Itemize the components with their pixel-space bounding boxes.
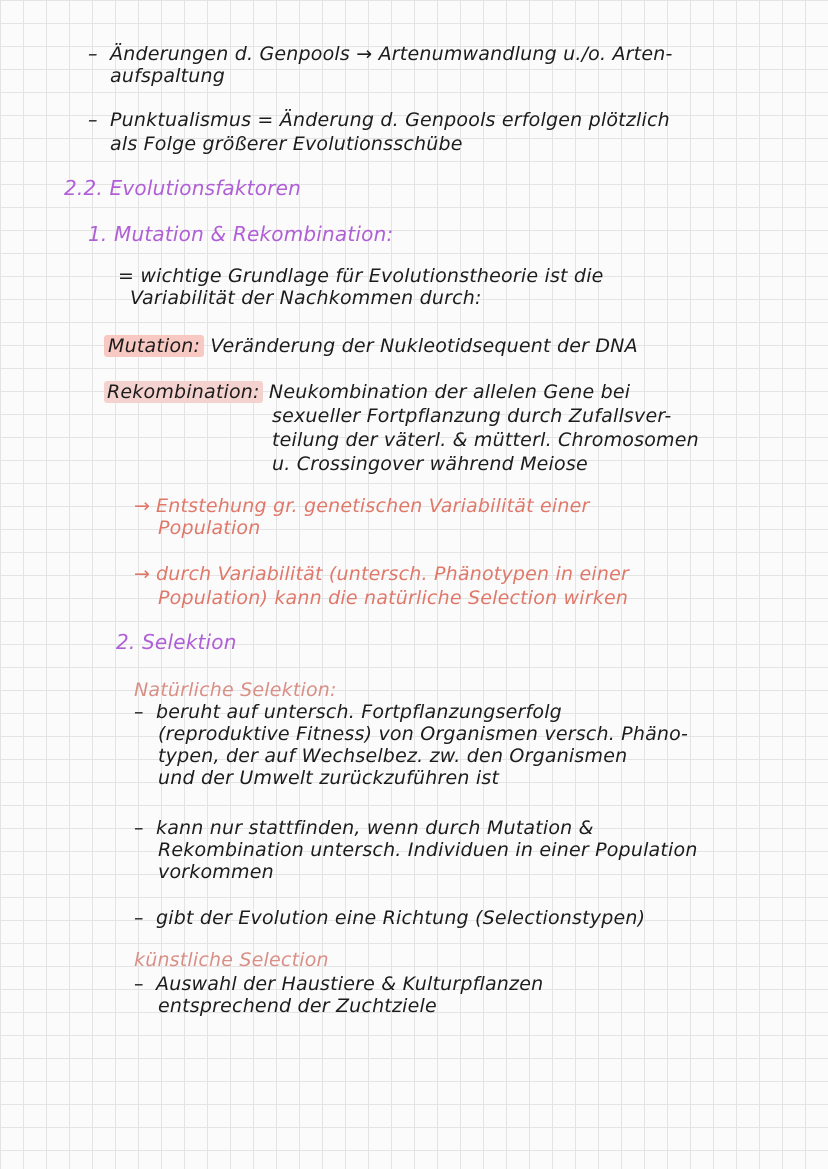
nat-bullet-1-line-3: typen, der auf Wechselbez. zw. den Organismen	[158, 745, 628, 767]
nat-bullet-2: – kann nur stattfinden, wenn durch Mutation &	[134, 817, 594, 839]
dash-icon: –	[134, 907, 144, 929]
subheading-selektion: 2. Selektion	[116, 630, 237, 654]
nat-bullet-2-line-2: Rekombination untersch. Individuen in einer Population	[158, 839, 698, 861]
bullet-punktualismus: – Punktualismus = Änderung d. Genpools erfolgen plötzlich	[88, 109, 670, 131]
subheading-mutation-rekombination: 1. Mutation & Rekombination:	[88, 222, 394, 246]
mutation-text: Veränderung der Nukleotidsequent der DNA	[210, 335, 638, 357]
arrow-note-1-cont: Population	[158, 517, 261, 539]
bullet-genpool-change-cont: aufspaltung	[110, 65, 226, 87]
nat-bullet-1-line-4: und der Umwelt zurückzuführen ist	[158, 767, 500, 789]
arrow-right-icon: →	[134, 495, 151, 517]
arrow-note-1: → Entstehung gr. genetischen Variabilität einer	[134, 495, 590, 517]
rekombination-text-2: sexueller Fortpflanzung durch Zufallsver-	[272, 405, 672, 427]
kuenst-bullet-1: – Auswahl der Haustiere & Kulturpflanzen	[134, 973, 544, 995]
dash-icon: –	[134, 701, 144, 723]
mutation-label: Mutation:	[104, 335, 204, 357]
dash-icon: –	[88, 43, 98, 65]
rekombination-definition	[104, 382, 630, 402]
bullet-genpool-change: – Änderungen d. Genpools → Artenumwandlung u./o. Arten-	[88, 43, 673, 65]
intro-line-2: Variabilität der Nachkommen durch:	[130, 287, 482, 309]
dash-icon: –	[88, 109, 98, 131]
intro-line-1: = wichtige Grundlage für Evolutionstheorie ist die	[118, 265, 604, 287]
nat-bullet-3: – gibt der Evolution eine Richtung (Selectionstypen)	[134, 907, 646, 929]
artificial-selection-heading: künstliche Selection	[134, 949, 329, 971]
arrow-note-2-cont: Population) kann die natürliche Selection wirken	[158, 587, 629, 609]
section-heading: 2.2. Evolutionsfaktoren	[64, 176, 301, 200]
mutation-definition	[104, 336, 638, 356]
rekombination-text-3: teilung der väterl. & mütterl. Chromosomen	[272, 429, 699, 451]
nat-bullet-1-line-2: (reproduktive Fitness) von Organismen versch. Phäno-	[158, 723, 689, 745]
rekombination-text-4: u. Crossingover während Meiose	[272, 453, 588, 475]
arrow-right-icon: →	[134, 563, 151, 585]
nat-bullet-1: – beruht auf untersch. Fortpflanzungserfolg	[134, 701, 562, 723]
bullet-punktualismus-cont: als Folge größerer Evolutionsschübe	[110, 133, 463, 155]
rekombination-text-1: Neukombination der allelen Gene bei	[268, 381, 631, 403]
rekombination-label: Rekombination:	[104, 381, 263, 403]
nat-bullet-2-line-3: vorkommen	[158, 861, 274, 883]
dash-icon: –	[134, 817, 144, 839]
kuenst-bullet-1-line-2: entsprechend der Zuchtziele	[158, 995, 437, 1017]
dash-icon: –	[134, 973, 144, 995]
arrow-note-2: → durch Variabilität (untersch. Phänotypen in einer	[134, 563, 629, 585]
natural-selection-heading: Natürliche Selektion:	[134, 679, 337, 701]
